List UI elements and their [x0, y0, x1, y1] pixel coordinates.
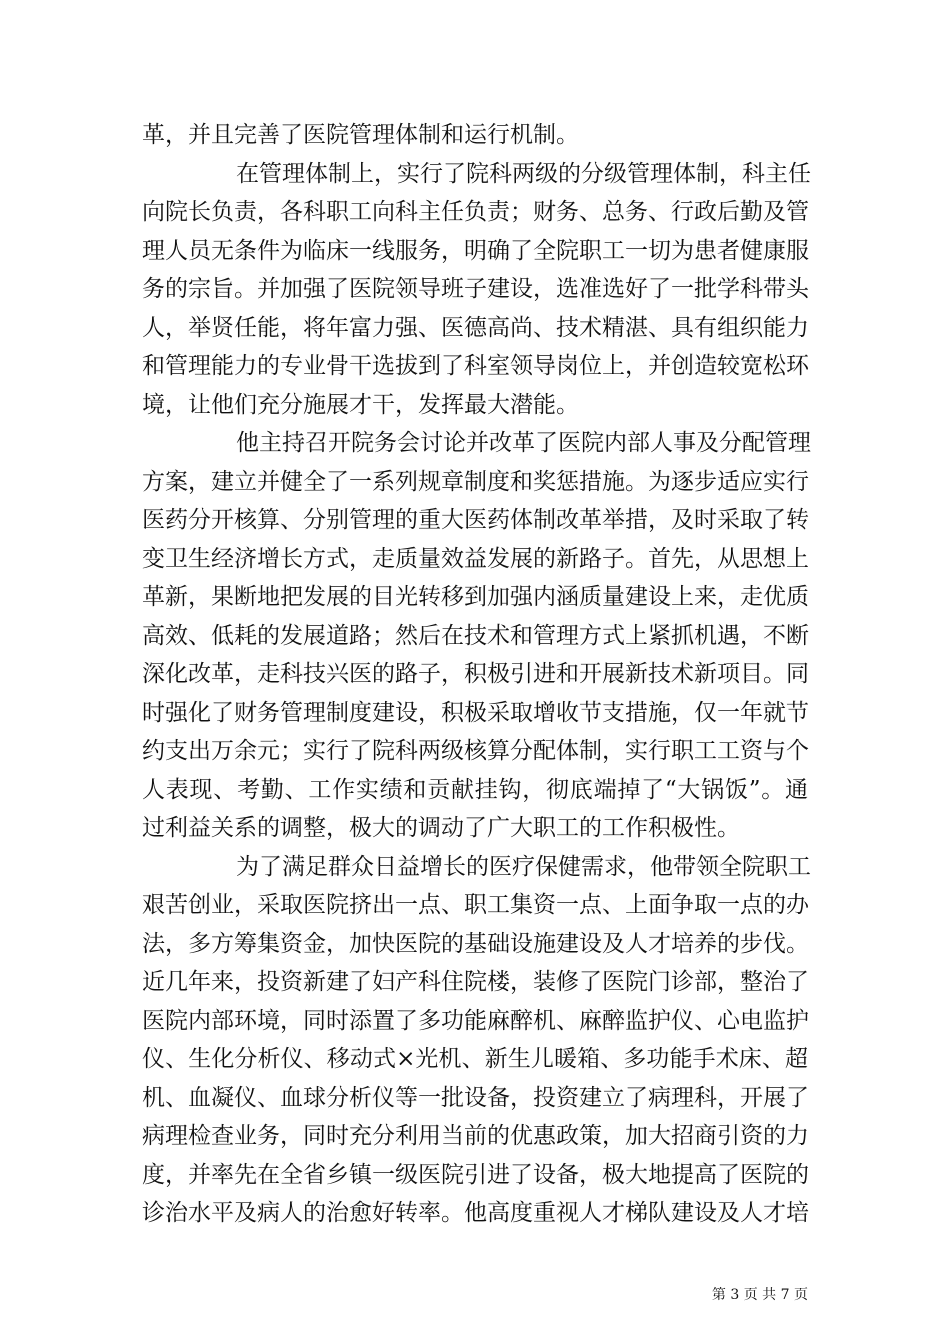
text-line: 在管理体制上，实行了院科两级的分级管理体制，科主任: [236, 160, 811, 187]
text-line: 约支出万余元；实行了院科两级核算分配体制，实行职工工资与个: [142, 738, 809, 764]
body-text: [142, 116, 811, 1233]
text-line: 变卫生经济增长方式，走质量效益发展的新路子。首先，从思想上: [142, 545, 809, 572]
text-line: 度，并率先在全省乡镇一级医院引进了设备，极大地提高了医院的: [142, 1161, 809, 1188]
text-line: 理人员无条件为临床一线服务，明确了全院职工一切为患者健康服: [142, 237, 809, 264]
text-line: 病理检查业务，同时充分利用当前的优惠政策，加大招商引资的力: [142, 1123, 809, 1149]
text-line: 过利益关系的调整，极大的调动了广大职工的工作积极性。: [142, 815, 740, 841]
text-line: 医院内部环境，同时添置了多功能麻醉机、麻醉监护仪、心电监护: [142, 1007, 809, 1034]
text-line: 革，并且完善了医院管理体制和运行机制。: [142, 122, 579, 148]
text-line: 务的宗旨。并加强了医院领导班子建设，选准选好了一批学科带头: [142, 276, 809, 302]
text-line: 深化改革，走科技兴医的路子，积极引进和开展新技术新项目。同: [142, 661, 809, 687]
text-line: 人表现、考勤、工作实绩和贡献挂钩，彻底端掉了“大锅饭”。通: [142, 776, 808, 803]
text-line: 向院长负责，各科职工向科主任负责；财务、总务、行政后勤及管: [142, 199, 809, 225]
text-line: 医药分开核算、分别管理的重大医药体制改革举措，及时采取了转: [142, 507, 809, 533]
text-line: 革新，果断地把发展的目光转移到加强内涵质量建设上来，走优质: [142, 584, 809, 610]
text-line: 时强化了财务管理制度建设，积极采取增收节支措施，仅一年就节: [142, 699, 809, 726]
text-line: 和管理能力的专业骨干选拔到了科室领导岗位上，并创造较宽松环: [142, 353, 809, 379]
text-line: 艰苦创业，采取医院挤出一点、职工集资一点、上面争取一点的办: [142, 892, 809, 918]
text-line: 人，举贤任能，将年富力强、医德高尚、技术精湛、具有组织能力: [142, 314, 809, 341]
text-line: 方案，建立并健全了一系列规章制度和奖惩措施。为逐步适应实行: [142, 468, 809, 495]
page-number-footer: 第 3 页 共 7 页: [711, 1287, 808, 1303]
text-line: 近几年来，投资新建了妇产科住院楼，装修了医院门诊部，整治了: [142, 969, 809, 995]
text-line: 为了满足群众日益增长的医疗保健需求，他带领全院职工: [236, 853, 811, 880]
text-line: 法，多方筹集资金，加快医院的基础设施建设及人才培养的步伐。: [142, 930, 809, 957]
text-line: 他主持召开院务会讨论并改革了医院内部人事及分配管理: [236, 430, 811, 456]
text-line: 诊治水平及病人的治愈好转率。他高度重视人才梯队建设及人才培: [142, 1200, 809, 1226]
text-line: 仪、生化分析仪、移动式×光机、新生儿暖箱、多功能手术床、超: [142, 1046, 808, 1072]
text-line: 高效、低耗的发展道路；然后在技术和管理方式上紧抓机遇，不断: [142, 622, 809, 649]
text-line: 机、血凝仪、血球分析仪等一批设备，投资建立了病理科，开展了: [142, 1084, 809, 1111]
text-line: 境，让他们充分施展才干，发挥最大潜能。: [142, 391, 579, 418]
